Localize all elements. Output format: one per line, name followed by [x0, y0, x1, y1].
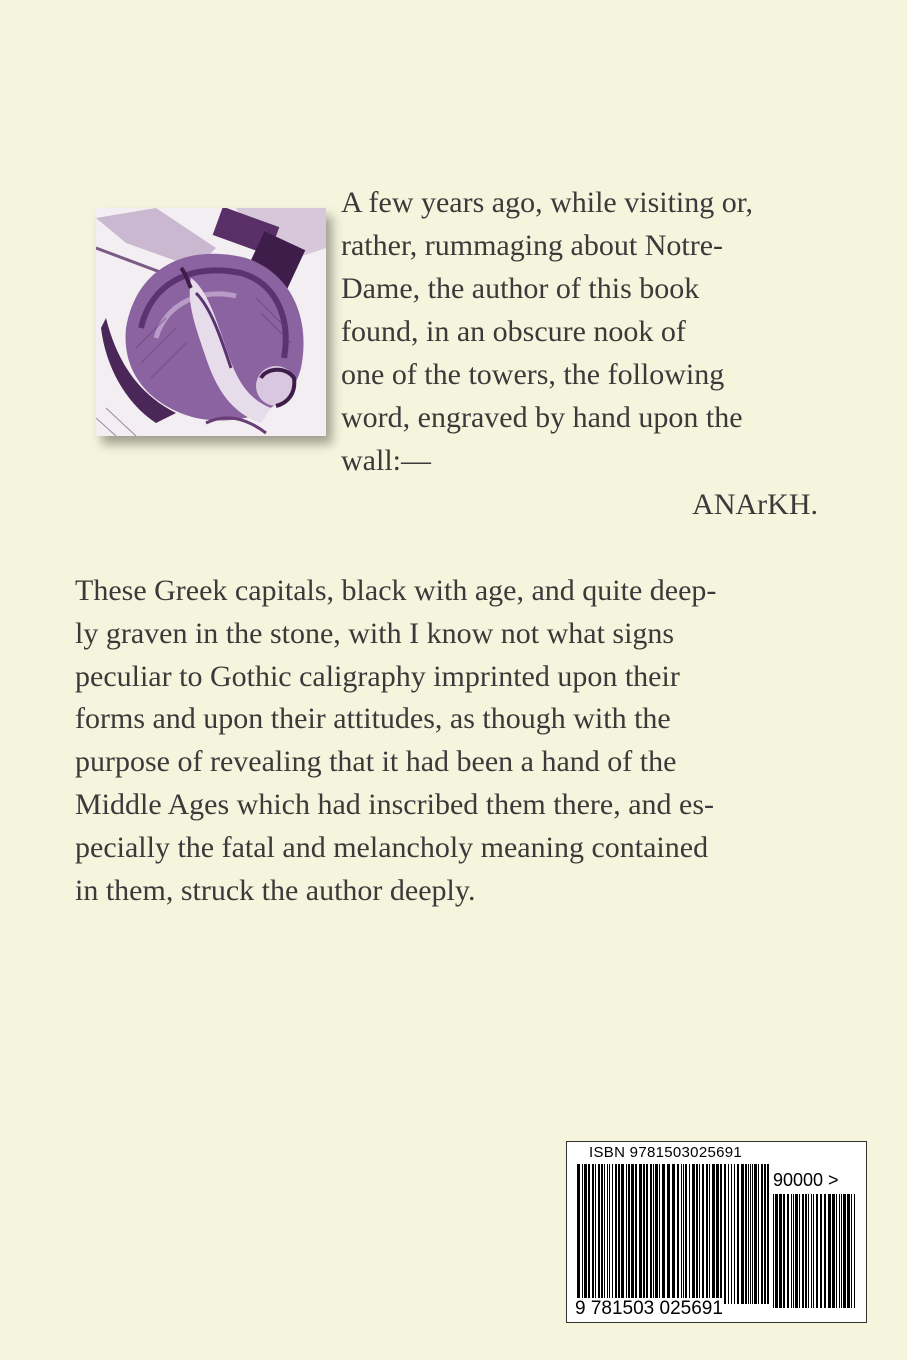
intro-line: wall:— — [341, 444, 431, 477]
barcode-bar — [699, 1164, 700, 1304]
body-line: peculiar to Gothic caligraphy imprinted upon their — [75, 659, 680, 693]
body-paragraph — [75, 570, 845, 912]
intro-paragraph — [341, 181, 861, 482]
barcode-bar — [683, 1164, 684, 1304]
barcode-bar — [631, 1164, 634, 1304]
barcode-bar — [667, 1164, 670, 1304]
intro-line: word, engraved by hand upon the — [341, 401, 743, 434]
barcode-bar — [662, 1164, 665, 1304]
body-line: These Greek capitals, black with age, and quite deep- — [75, 574, 717, 607]
barcode-bar — [720, 1164, 722, 1304]
barcode-bar — [813, 1194, 814, 1308]
body-line: purpose of revealing that it had been a hand of the — [75, 745, 677, 779]
barcode-bar — [805, 1194, 807, 1308]
barcode-bar — [741, 1164, 744, 1304]
barcode-bar — [737, 1164, 739, 1304]
barcode-bar — [677, 1164, 679, 1304]
barcode-bar — [702, 1164, 704, 1304]
barcode-bar — [716, 1164, 719, 1304]
barcode-bar — [615, 1164, 617, 1304]
bell-ringer-engraving-icon — [96, 208, 326, 436]
barcode-bar — [643, 1164, 645, 1304]
barcode-bar — [843, 1194, 846, 1308]
barcode-bar — [752, 1164, 753, 1304]
barcode-bar — [795, 1194, 798, 1308]
barcode-bar — [754, 1164, 757, 1304]
barcode-bar — [783, 1194, 785, 1308]
barcode-bar — [692, 1164, 695, 1304]
barcode-bar — [685, 1164, 687, 1304]
barcode-bar — [672, 1164, 675, 1304]
barcode-bar — [706, 1164, 708, 1304]
barcode-bar — [598, 1164, 600, 1304]
isbn-barcode — [566, 1141, 867, 1323]
barcode-bar — [582, 1164, 583, 1304]
barcode-bar — [650, 1164, 652, 1304]
barcode-bar — [653, 1164, 654, 1304]
barcode-bar — [816, 1194, 818, 1308]
barcode-bar — [709, 1164, 710, 1304]
barcode-bar — [847, 1194, 850, 1308]
barcode-bar — [646, 1164, 648, 1304]
barcode-bar — [607, 1164, 608, 1304]
barcode-bar — [696, 1164, 698, 1304]
barcode-bar — [820, 1194, 822, 1308]
body-line: in them, struck the author deeply. — [75, 873, 476, 907]
barcode-bar — [824, 1194, 826, 1308]
barcode-bar — [731, 1164, 732, 1304]
barcode-bar — [612, 1164, 613, 1304]
barcode-bar — [601, 1164, 603, 1304]
barcode-bar — [787, 1194, 789, 1308]
barcode-bar — [811, 1194, 812, 1308]
intro-line: rather, rummaging about Notre- — [341, 229, 724, 262]
inscription-word: ANArKH. — [692, 488, 818, 521]
barcode-bar — [592, 1164, 594, 1304]
barcode-bar — [745, 1164, 747, 1304]
intro-line: Dame, the author of this book — [341, 272, 700, 305]
barcode-bar — [854, 1194, 855, 1308]
barcode-bar — [604, 1164, 605, 1304]
barcode-bar — [773, 1194, 774, 1308]
barcode-bar — [841, 1194, 842, 1308]
barcode-bar — [775, 1194, 778, 1308]
barcode-bar — [808, 1194, 809, 1308]
barcode-bar — [799, 1194, 800, 1308]
isbn-label: ISBN 9781503025691 — [589, 1144, 743, 1161]
barcode-bar — [802, 1194, 804, 1308]
barcode-bar — [635, 1164, 637, 1304]
barcode-bar — [793, 1194, 794, 1308]
barcode-bar — [748, 1164, 749, 1304]
barcode-bar — [851, 1194, 852, 1308]
barcode-bar — [832, 1194, 835, 1308]
intro-line: A few years ago, while visiting or, — [341, 186, 754, 219]
intro-line: found, in an obscure nook of — [341, 315, 686, 348]
barcode-bar — [689, 1164, 690, 1304]
barcode-bar — [609, 1164, 610, 1304]
barcode-bar — [659, 1164, 660, 1304]
barcode-bars — [577, 1164, 769, 1304]
barcode-bar — [764, 1164, 766, 1304]
barcode-bar — [628, 1164, 630, 1304]
barcode-bar — [828, 1194, 831, 1308]
barcode-bar — [681, 1164, 682, 1304]
barcode-bar — [595, 1164, 596, 1304]
barcode-bar — [618, 1164, 620, 1304]
barcode-bar — [639, 1164, 642, 1304]
barcode-bar — [728, 1164, 729, 1304]
barcode-bar — [791, 1194, 792, 1308]
barcode-bar — [712, 1164, 715, 1304]
barcode-bar — [779, 1194, 782, 1308]
barcode-bar — [655, 1164, 658, 1304]
barcode-bar — [724, 1164, 726, 1304]
barcode-digits: 9 781503 025691 — [575, 1298, 723, 1319]
body-line: Middle Ages which had inscribed them there, and es- — [75, 787, 714, 821]
body-line: forms and upon their attitudes, as though with the — [75, 702, 671, 736]
body-line: pecially the fatal and melancholy meaning contained — [75, 830, 709, 864]
barcode-bar — [588, 1164, 590, 1304]
barcode-bar — [621, 1164, 624, 1304]
barcode-bar — [577, 1164, 580, 1304]
barcode-bar — [734, 1164, 735, 1304]
addon-barcode-bars — [773, 1194, 857, 1308]
barcode-bar — [626, 1164, 627, 1304]
bell-ringer-illustration — [96, 208, 326, 436]
intro-line: one of the towers, the following — [341, 358, 725, 391]
barcode-bar — [750, 1164, 751, 1304]
barcode-bar — [761, 1164, 763, 1304]
barcode-bar — [758, 1164, 759, 1304]
body-line: ly graven in the stone, with I know not what signs — [75, 616, 675, 650]
barcode-bar — [584, 1164, 587, 1304]
price-code: 90000 > — [773, 1170, 839, 1190]
barcode-bar — [836, 1194, 837, 1308]
barcode-bar — [839, 1194, 840, 1308]
barcode-bar — [767, 1164, 769, 1304]
